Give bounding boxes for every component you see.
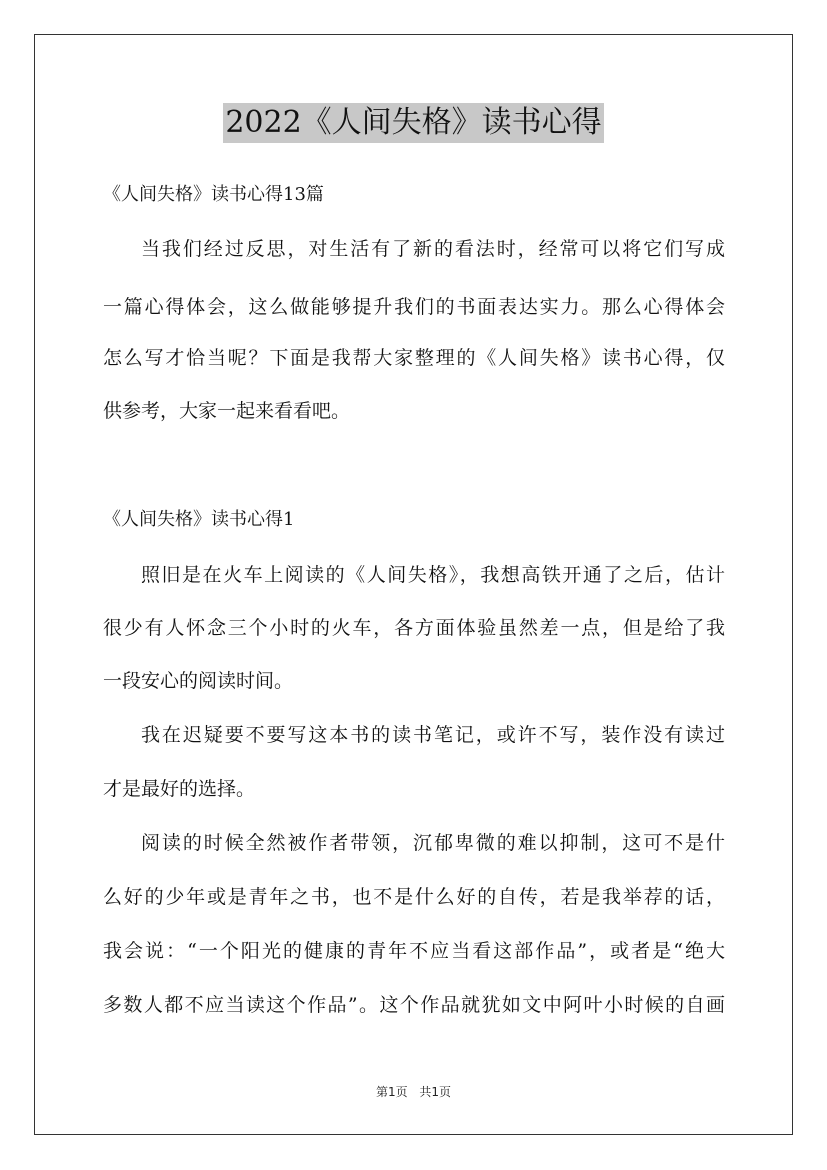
section-line-5: 才是最好的选择。 bbox=[103, 778, 256, 800]
section-line-9: 多数人都不应当读这个作品”。这个作品就犹如文中阿叶小时候的自画 bbox=[103, 994, 725, 1016]
page-number: 第1页 bbox=[375, 1085, 408, 1099]
section-heading: 《人间失格》读书心得1 bbox=[103, 509, 295, 530]
section-line-1: 照旧是在火车上阅读的《人间失格》，我想高铁开通了之后，估计 bbox=[141, 564, 725, 586]
document-title: 2022《人间失格》读书心得 bbox=[223, 103, 603, 143]
intro-line-4: 供参考，大家一起来看看吧。 bbox=[103, 400, 351, 422]
section-line-7: 么好的少年或是青年之书，也不是什么好的自传，若是我举荐的话， bbox=[103, 886, 725, 908]
intro-line-1: 当我们经过反思，对生活有了新的看法时，经常可以将它们写成 bbox=[141, 238, 725, 260]
title-container bbox=[0, 103, 827, 143]
section-line-4: 我在迟疑要不要写这本书的读书笔记，或许不写，装作没有读过 bbox=[141, 724, 725, 746]
section-line-2: 很少有人怀念三个小时的火车，各方面体验虽然差一点，但是给了我 bbox=[103, 617, 725, 639]
section-line-3: 一段安心的阅读时间。 bbox=[103, 670, 294, 692]
page-footer bbox=[0, 1083, 827, 1100]
section-line-6: 阅读的时候全然被作者带领，沉郁卑微的难以抑制，这可不是什 bbox=[141, 832, 725, 854]
page-total: 共1页 bbox=[419, 1085, 452, 1099]
section-line-8: 我会说：“一个阳光的健康的青年不应当看这部作品”，或者是“绝大 bbox=[103, 940, 725, 962]
intro-line-3: 怎么写才恰当呢？下面是我帮大家整理的《人间失格》读书心得，仅 bbox=[103, 347, 725, 369]
intro-line-2: 一篇心得体会，这么做能够提升我们的书面表达实力。那么心得体会 bbox=[103, 296, 725, 318]
document-subtitle: 《人间失格》读书心得13篇 bbox=[103, 184, 324, 205]
